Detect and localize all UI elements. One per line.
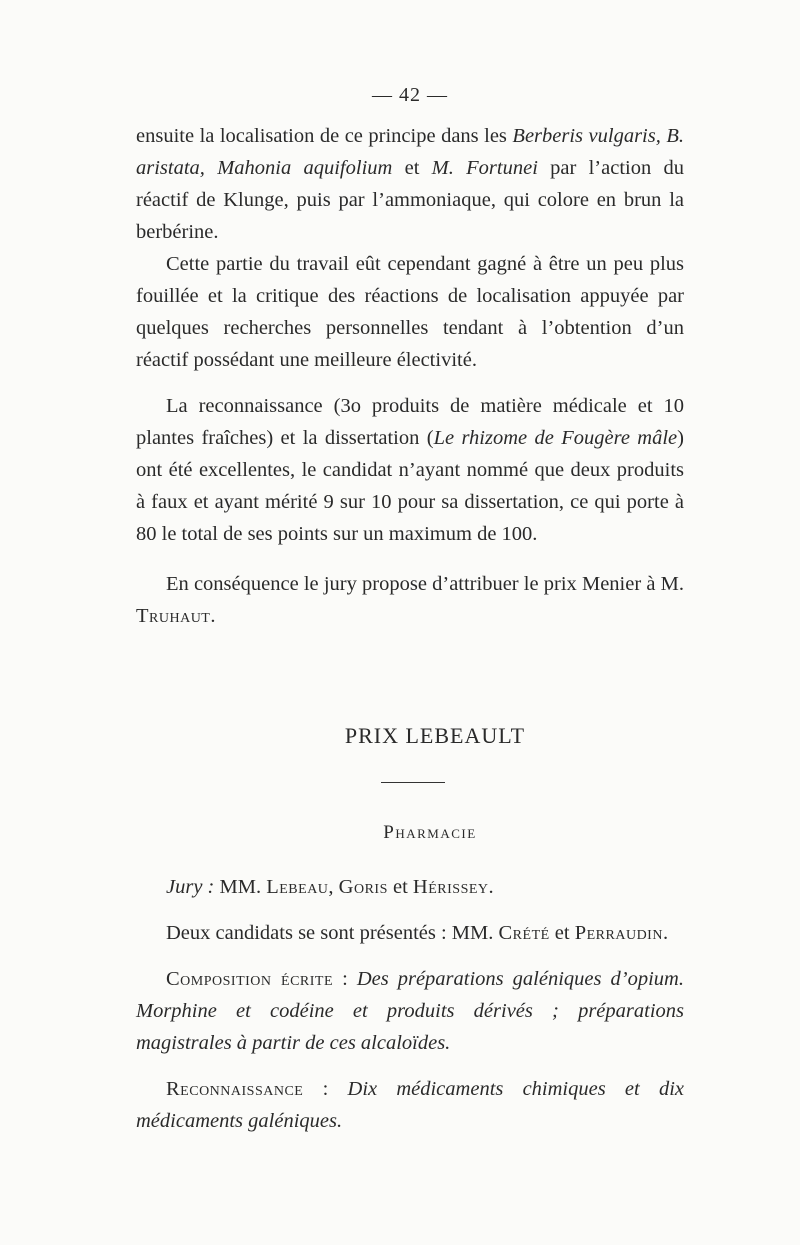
- jury-text-3: et: [387, 876, 413, 898]
- p4-text-1: En conséquence le jury propose d’attribuer le prix Menier à M.: [166, 573, 684, 595]
- p3-text-1: La reconnaissance (3o produits de matière médicale et 10 plantes fraîches) et la dissertation (: [136, 395, 684, 449]
- candidats-text-3: .: [662, 922, 669, 944]
- composition-separator: :: [333, 968, 357, 990]
- paragraph-prize-award: [136, 568, 684, 632]
- paragraph-jury: [136, 871, 684, 903]
- p1-text-1: ensuite la localisation de ce principe dans les: [136, 125, 513, 147]
- paragraph-critique: Cette partie du travail eût cependant gagné à être un peu plus fouillée et la critique des réactions de localisation appuyée par quelques recherches personnelles tendant à l’obtention d’un réactif possédant une meilleure électivité.: [136, 253, 684, 371]
- composition-topic: Des préparations galéniques d’opium. Morphine et codéine et produits dérivés ; préparations magistrales à partir de ces alcaloïdes.: [136, 968, 684, 1054]
- jury-member-lebeau: Lebeau: [266, 876, 329, 898]
- composition-label: Composition écrite: [166, 968, 334, 990]
- section-subheading: Pharmacie: [383, 822, 477, 843]
- jury-text-4: .: [488, 876, 494, 898]
- p3-text-2: ) ont été excellentes, le candidat n’ayant nommé que deux produits à faux et ayant mérité 9 sur 10 pour sa dissertation, ce qui porte à 80 le total de ses points sur un maximum de 100.: [136, 427, 684, 545]
- page-number: — 42 —: [372, 84, 448, 106]
- paragraph-reconnaissance: [136, 1073, 684, 1137]
- paragraph-candidates: [136, 917, 684, 949]
- p1-text-2: et: [392, 157, 432, 179]
- p4-winner-name: Truhaut: [136, 605, 211, 627]
- p4-text-2: .: [210, 605, 216, 627]
- p1-text-3: par l’action du réactif de Klunge, puis par l’ammoniaque, qui colore en brun la berbérine.: [136, 157, 684, 243]
- candidats-text-1: Deux candidats se sont présentés : MM.: [166, 922, 499, 944]
- paragraph-reconnaissance-results: [136, 390, 684, 550]
- jury-member-herissey: Hérissey: [412, 876, 489, 898]
- p3-dissertation-title: Le rhizome de Fougère mâle: [433, 427, 678, 449]
- candidats-text-2: et: [549, 922, 575, 944]
- jury-member-goris: Goris: [338, 876, 388, 898]
- paragraph-berberine-localisation: [136, 120, 684, 248]
- candidate-crete: Crété: [498, 922, 550, 944]
- jury-text-1: MM.: [214, 876, 267, 898]
- page-content: [136, 120, 684, 1137]
- heading-divider: [381, 782, 445, 783]
- candidate-perraudin: Perraudin: [574, 922, 663, 944]
- reconnaissance-topic: Dix médicaments chimiques et dix médicaments galéniques.: [136, 1078, 684, 1132]
- p1-species-names: Berberis vulgaris, B. aristata, Mahonia aquifolium: [136, 125, 684, 179]
- jury-label: Jury :: [166, 876, 215, 898]
- p1-species-fortunei: M. Fortunei: [431, 157, 538, 179]
- section-heading: PRIX LEBEAULT: [344, 723, 526, 748]
- jury-text-2: ,: [328, 876, 339, 898]
- reconnaissance-separator: :: [303, 1078, 348, 1100]
- reconnaissance-label: Reconnaissance: [166, 1078, 304, 1100]
- paragraph-composition: [136, 963, 684, 1059]
